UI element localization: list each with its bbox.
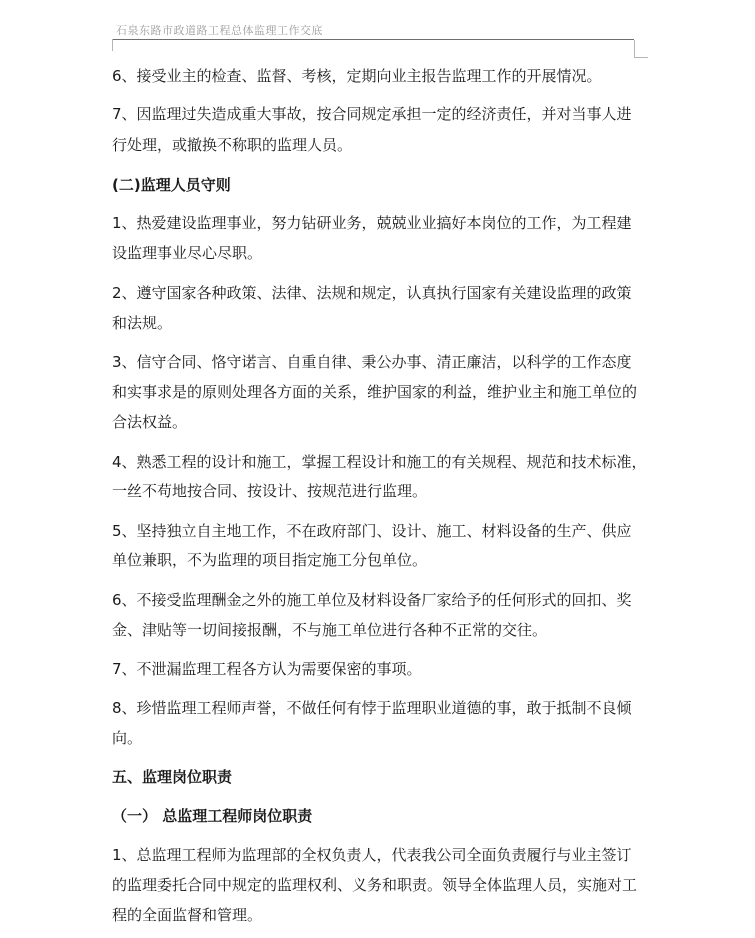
- body-line: 7、因监理过失造成重大事故，按合同规定承担一定的经济责任，并对当事人进: [112, 105, 632, 123]
- body-line: 5、坚持独立自主地工作，不在政府部门、设计、施工、材料设备的生产、供应: [112, 522, 632, 540]
- margin-corner-mark-right-horizontal: [634, 57, 648, 58]
- body-line: 和法规。: [112, 314, 173, 332]
- section-heading: (二)监理人员守则: [112, 176, 231, 194]
- body-line: 单位兼职，不为监理的项目指定施工分包单位。: [112, 551, 428, 569]
- margin-corner-mark-left: [100, 39, 113, 51]
- header-rule: [112, 39, 634, 40]
- margin-corner-mark-right: [634, 40, 635, 58]
- body-line: 金、津贴等一切间接报酬，不与施工单位进行各种不正常的交往。: [112, 621, 548, 639]
- body-line: 程的全面监督和管理。: [112, 906, 263, 924]
- body-line: 行处理，或撤换不称职的监理人员。: [112, 136, 353, 154]
- body-line: 2、遵守国家各种政策、法律、法规和规定，认真执行国家有关建设监理的政策: [112, 284, 632, 302]
- body-line: 设监理事业尽心尽职。: [112, 244, 263, 262]
- body-line: 8、珍惜监理工程师声誉，不做任何有悖于监理职业道德的事，敢于抵制不良倾: [112, 699, 632, 717]
- section-heading: 五、监理岗位职责: [112, 768, 233, 786]
- body-line: 3、信守合同、恪守诺言、自重自律、秉公办事、清正廉洁，以科学的工作态度: [112, 353, 632, 371]
- running-header: 石泉东路市政道路工程总体监理工作交底: [116, 24, 323, 37]
- body-line: 1、总监理工程师为监理部的全权负责人，代表我公司全面负责履行与业主签订: [112, 846, 632, 864]
- body-line: 合法权益。: [112, 413, 188, 431]
- body-line: 4、熟悉工程的设计和施工，掌握工程设计和施工的有关规程、规范和技术标准，: [112, 453, 647, 471]
- body-line: 和实事求是的原则处理各方面的关系，维护国家的利益，维护业主和施工单位的: [112, 383, 638, 401]
- body-line: 1、热爱建设监理事业，努力钻研业务，兢兢业业搞好本岗位的工作，为工程建: [112, 214, 632, 232]
- body-line: 一丝不苟地按合同、按设计、按规范进行监理。: [112, 482, 428, 500]
- subsection-heading: （一） 总监理工程师岗位职责: [112, 807, 313, 825]
- body-line: 7、不泄漏监理工程各方认为需要保密的事项。: [112, 660, 422, 678]
- body-line: 的监理委托合同中规定的监理权利、义务和职责。领导全体监理人员，实施对工: [112, 876, 638, 894]
- body-line: 6、不接受监理酬金之外的施工单位及材料设备厂家给予的任何形式的回扣、奖: [112, 591, 632, 609]
- body-line: 6、接受业主的检查、监督、考核，定期向业主报告监理工作的开展情况。: [112, 67, 602, 85]
- body-line: 向。: [112, 729, 143, 747]
